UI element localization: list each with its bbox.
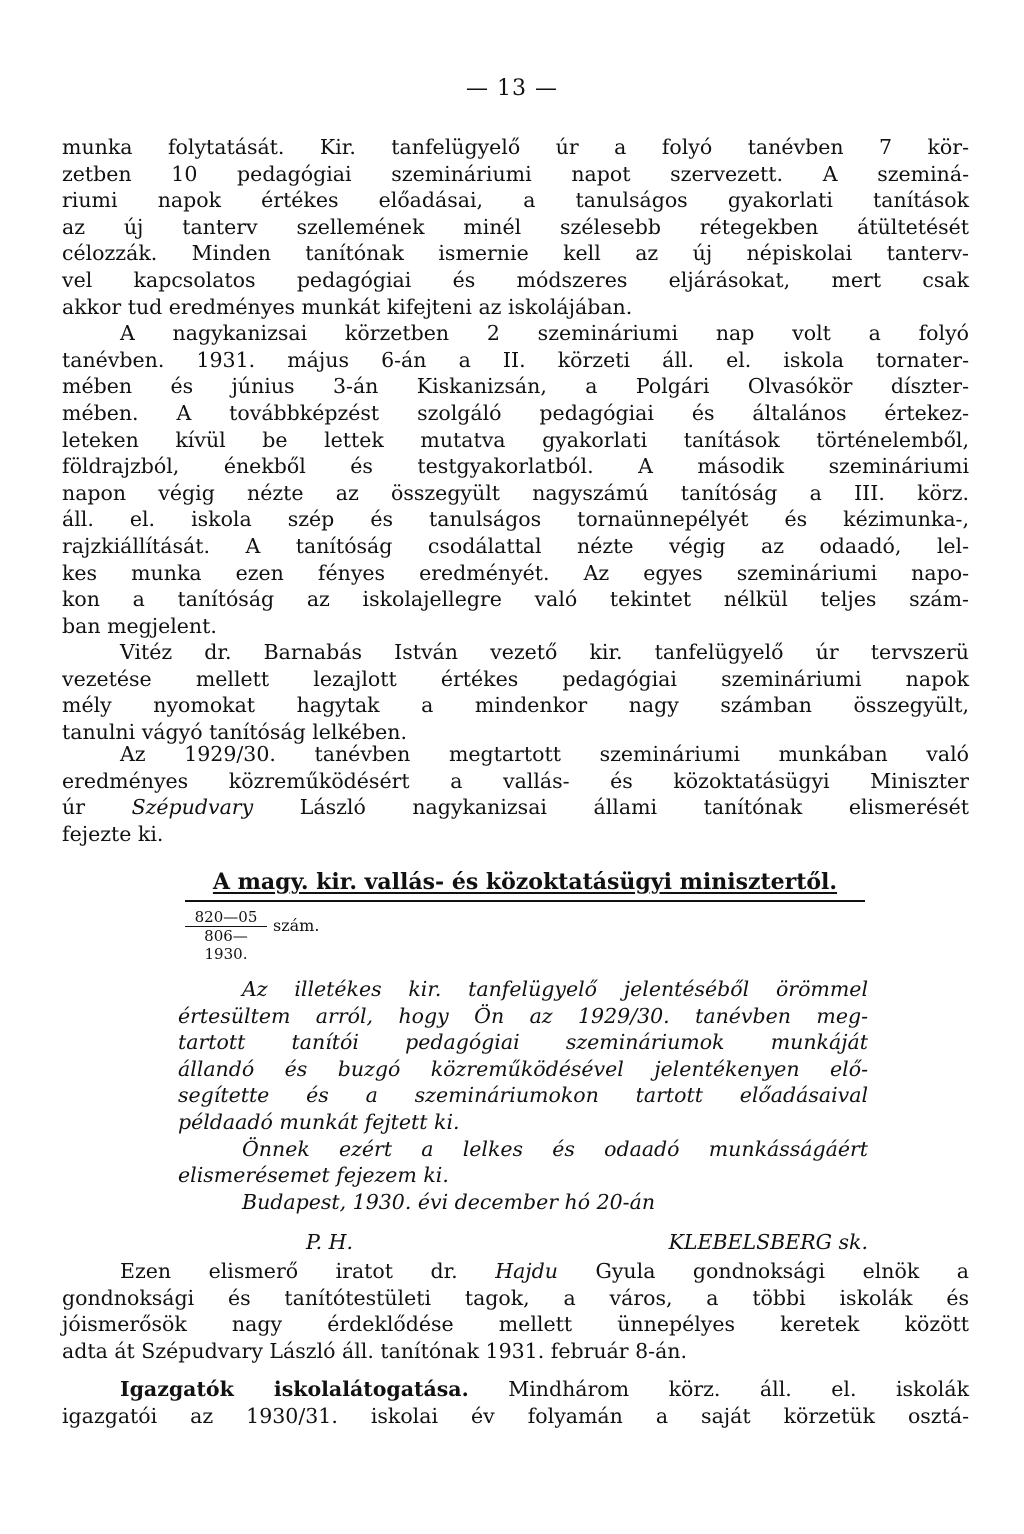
text-line: földrajzból, énekből és testgyakorlatból. A második szemináriumi bbox=[62, 454, 969, 479]
text-line: riumi napok értékes előadásai, a tanulságos gyakorlati tanítások bbox=[62, 188, 969, 213]
text-line: napon végig nézte az összegyült nagyszámú tanítóság a III. körz. bbox=[62, 480, 969, 505]
text-line: kes munka ezen fényes eredményét. Az egyes szemináriumi napo- bbox=[62, 560, 969, 585]
letter-date: Budapest, 1930. évi december hó 20-án bbox=[242, 1189, 656, 1214]
text-line: tanulni vágyó tanítóság lelkében. bbox=[62, 720, 408, 745]
text-line: fejezte ki. bbox=[62, 821, 164, 846]
text-fragment: Gyula gondnoksági elnök a bbox=[557, 1259, 969, 1283]
body-text-section bbox=[62, 134, 969, 746]
text-line: akkor tud eredményes munkát kifejteni az iskolájában. bbox=[62, 294, 633, 319]
text-line: gondnoksági és tanítótestületi tagok, a város, a többi iskolák és bbox=[62, 1285, 969, 1310]
text-line: A nagykanizsai körzetben 2 szemináriumi nap volt a folyó bbox=[120, 321, 969, 346]
signature-line bbox=[306, 1229, 868, 1256]
page-number: — 13 — bbox=[466, 76, 558, 101]
text-line: rajzkiállítását. A tanítóság csodálattal nézte végig az odaadó, lel- bbox=[62, 533, 969, 558]
ministry-letter bbox=[178, 976, 868, 1215]
text-fragment: Mindhárom körz. áll. el. iskolák bbox=[468, 1377, 969, 1401]
text-line: mében. A továbbképzést szolgáló pedagógiai és általános értekez- bbox=[62, 400, 969, 425]
text-line bbox=[62, 794, 969, 821]
text-line: munka folytatását. Kir. tanfelügyelő úr a folyó tanévben 7 kör- bbox=[62, 135, 969, 159]
person-name: Hajdu bbox=[495, 1259, 558, 1283]
text-line: vel kapcsolatos pedagógiai és módszeres eljárásokat, mert csak bbox=[62, 267, 969, 292]
text-line: tanévben. 1931. május 6-án a II. körzeti áll. el. iskola tornater- bbox=[62, 347, 969, 372]
text-line: igazgatói az 1930/31. iskolai év folyamán a saját körzetük osztá- bbox=[62, 1403, 969, 1428]
section-title: Igazgatók iskolalátogatása. bbox=[120, 1377, 469, 1401]
text-line: mében és június 3-án Kiskanizsán, a Polgári Olvasókör díszter- bbox=[62, 374, 969, 399]
letter-line: tartott tanítói pedagógiai szemináriumok munkáját bbox=[178, 1030, 868, 1055]
letter-line: értesültem arról, hogy Ön az 1929/30. tanévben meg- bbox=[178, 1003, 868, 1028]
award-paragraph bbox=[62, 741, 969, 847]
text-line: jóismerősök nagy érdeklődése mellett ünnepélyes keretek között bbox=[62, 1312, 969, 1337]
reference-denominator: 806—1930. bbox=[204, 927, 248, 963]
text-line: Vitéz dr. Barnabás István vezető kir. tanfelügyelő úr tervszerü bbox=[120, 640, 969, 665]
text-line: célozzák. Minden tanítónak ismernie kell az új népiskolai tanterv- bbox=[62, 241, 969, 266]
inspection-paragraph bbox=[62, 1376, 969, 1429]
text-line: áll. el. iskola szép és tanulságos tornaünnepélyét és kézimunka-, bbox=[62, 507, 969, 532]
text-fragment: László nagykanizsai állami tanítónak elismerését bbox=[253, 795, 969, 820]
text-line: leteken kívül be lettek mutatva gyakorlati tanítások történelemből, bbox=[62, 427, 969, 452]
letter-line: segítette és a szemináriumokon tartott előadásaival bbox=[178, 1083, 868, 1108]
letter-line: elismerésemet fejezem ki. bbox=[178, 1163, 449, 1188]
letter-line: Önnek ezért a lelkes és odaadó munkásságáért bbox=[242, 1136, 868, 1161]
text-line: mély nyomokat hagytak a mindenkor nagy számban összegyült, bbox=[62, 693, 969, 718]
reference-numerator: 820—05 bbox=[185, 908, 267, 927]
text-line: Az 1929/30. tanévben megtartott szemináriumi munkában való bbox=[120, 742, 969, 766]
reference-unit: szám. bbox=[273, 916, 320, 935]
text-line bbox=[62, 1376, 969, 1403]
person-name: Szépudvary bbox=[131, 795, 254, 820]
reference-number bbox=[185, 908, 320, 963]
seal-mark: P. H. bbox=[306, 1230, 354, 1254]
letter-line: példaadó munkát fejtett ki. bbox=[178, 1109, 460, 1134]
text-fragment: Ezen elismerő iratot dr. bbox=[120, 1259, 496, 1283]
ministry-heading: A magy. kir. vallás- és közoktatásügyi minisztertől. bbox=[185, 864, 865, 902]
text-fragment: úr bbox=[62, 795, 132, 820]
letter-line: állandó és buzgó közreműködésével jelentékenyen elő- bbox=[178, 1056, 868, 1081]
text-line: az új tanterv szellemének minél szélesebb rétegekben átültetését bbox=[62, 214, 969, 239]
text-line: kon a tanítóság az iskolajellegre való tekintet nélkül teljes szám- bbox=[62, 587, 969, 612]
text-line: ban megjelent. bbox=[62, 613, 217, 638]
text-line: eredményes közreműködésért a vallás- és közoktatásügyi Miniszter bbox=[62, 768, 969, 793]
text-line: zetben 10 pedagógiai szemináriumi napot szervezett. A szeminá- bbox=[62, 161, 969, 186]
letter-line: Az illetékes kir. tanfelügyelő jelentéséből örömmel bbox=[242, 977, 868, 1001]
text-line: adta át Szépudvary László áll. tanítónak 1931. február 8-án. bbox=[62, 1338, 688, 1363]
ceremony-paragraph bbox=[62, 1258, 969, 1364]
text-line: vezetése mellett lezajlott értékes pedagógiai szemináriumi napok bbox=[62, 666, 969, 691]
text-line bbox=[62, 1258, 969, 1285]
signatory: KLEBELSBERG sk. bbox=[668, 1230, 868, 1254]
